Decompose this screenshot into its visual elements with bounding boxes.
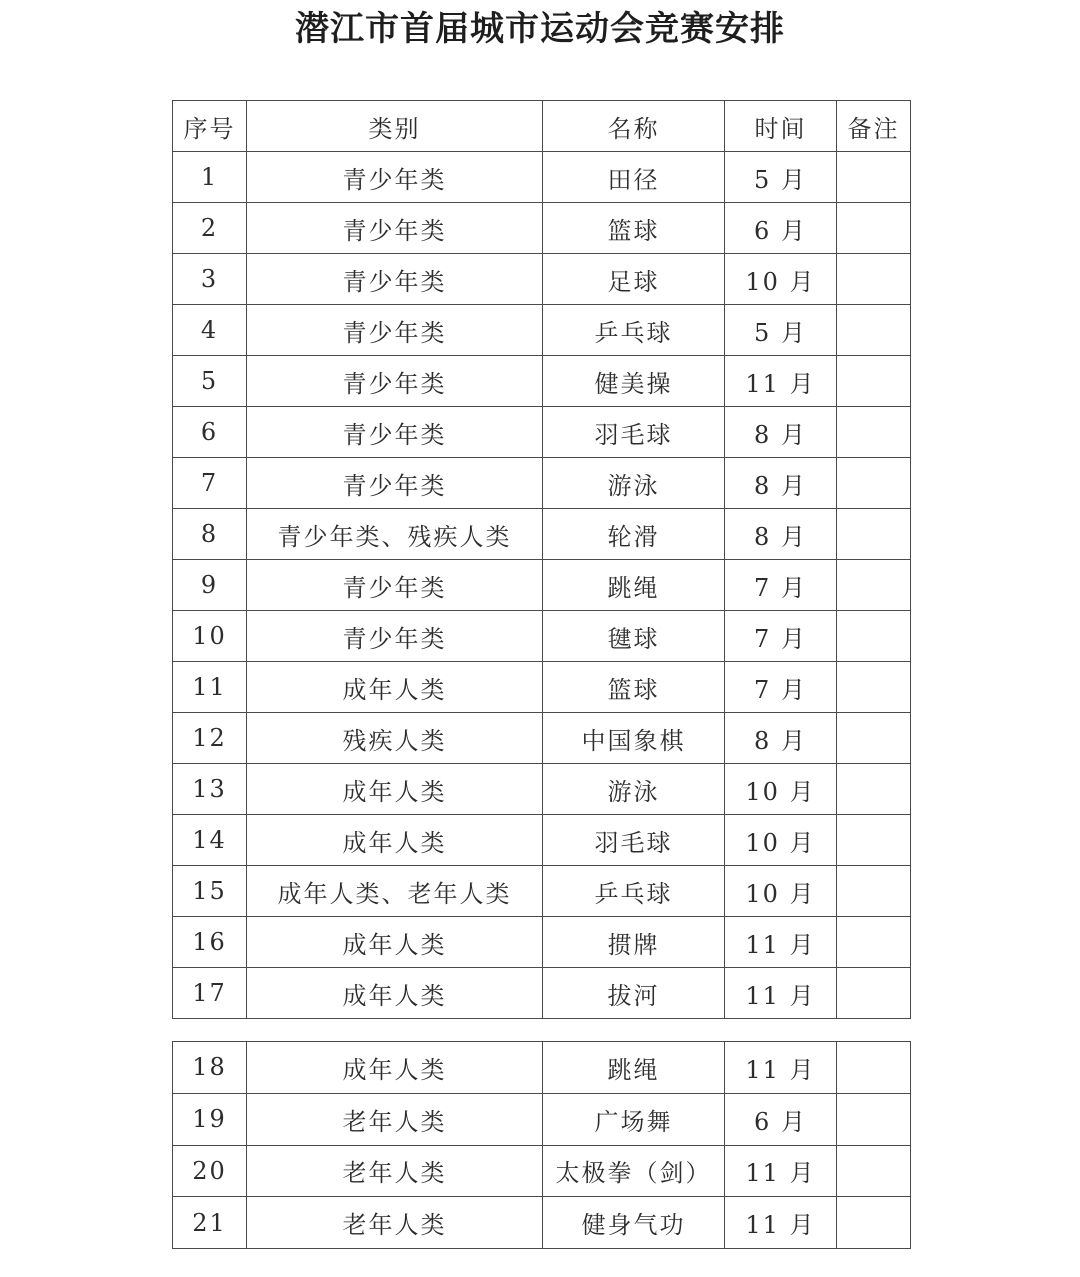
cell-time: 8 月 [725,713,837,764]
cell-name: 毽球 [543,611,725,662]
cell-category: 青少年类 [247,152,543,203]
cell-note [837,764,911,815]
schedule-table-page-1 [172,100,911,1019]
cell-note [837,662,911,713]
cell-category: 青少年类 [247,407,543,458]
cell-note [837,968,911,1019]
cell-note [837,560,911,611]
cell-time: 7 月 [725,560,837,611]
schedule-table-page-2 [172,1041,911,1249]
cell-note [837,1093,911,1145]
cell-note [837,815,911,866]
header-time: 时间 [725,101,837,152]
cell-name: 游泳 [543,764,725,815]
header-no: 序号 [173,101,247,152]
cell-name: 拔河 [543,968,725,1019]
cell-no: 5 [173,356,247,407]
cell-time: 6 月 [725,203,837,254]
cell-category: 成年人类、老年人类 [247,866,543,917]
cell-no: 3 [173,254,247,305]
cell-no: 17 [173,968,247,1019]
cell-category: 青少年类 [247,560,543,611]
cell-time: 11 月 [725,1197,837,1249]
cell-name: 轮滑 [543,509,725,560]
schedule-table-body [173,101,911,1019]
table-row [173,662,911,713]
cell-note [837,1145,911,1197]
cell-note [837,254,911,305]
cell-category: 青少年类 [247,356,543,407]
schedule-table-body-continued [173,1042,911,1249]
cell-time: 11 月 [725,356,837,407]
cell-category: 成年人类 [247,764,543,815]
cell-note [837,1042,911,1094]
cell-category: 青少年类、残疾人类 [247,509,543,560]
cell-no: 13 [173,764,247,815]
table-row [173,815,911,866]
cell-no: 19 [173,1093,247,1145]
cell-no: 12 [173,713,247,764]
cell-no: 7 [173,458,247,509]
cell-category: 青少年类 [247,203,543,254]
cell-note [837,713,911,764]
cell-category: 老年人类 [247,1145,543,1197]
header-category: 类别 [247,101,543,152]
cell-category: 成年人类 [247,917,543,968]
cell-name: 跳绳 [543,560,725,611]
cell-name: 太极拳（剑） [543,1145,725,1197]
cell-name: 篮球 [543,662,725,713]
table-row [173,407,911,458]
cell-note [837,917,911,968]
cell-no: 4 [173,305,247,356]
cell-no: 20 [173,1145,247,1197]
cell-no: 21 [173,1197,247,1249]
table-row [173,509,911,560]
table-row [173,764,911,815]
table-row [173,203,911,254]
cell-name: 乒乓球 [543,866,725,917]
table-row [173,305,911,356]
cell-time: 10 月 [725,764,837,815]
cell-no: 11 [173,662,247,713]
table-row [173,254,911,305]
cell-name: 乒乓球 [543,305,725,356]
cell-time: 5 月 [725,152,837,203]
table-row [173,1042,911,1094]
cell-category: 成年人类 [247,662,543,713]
table-row [173,968,911,1019]
header-name: 名称 [543,101,725,152]
table-row [173,1197,911,1249]
cell-category: 青少年类 [247,611,543,662]
cell-time: 7 月 [725,662,837,713]
cell-no: 15 [173,866,247,917]
cell-note [837,611,911,662]
cell-category: 残疾人类 [247,713,543,764]
cell-note [837,305,911,356]
table-row [173,356,911,407]
cell-name: 健身气功 [543,1197,725,1249]
cell-time: 8 月 [725,509,837,560]
cell-time: 10 月 [725,254,837,305]
cell-note [837,509,911,560]
cell-name: 田径 [543,152,725,203]
cell-time: 11 月 [725,1145,837,1197]
header-note: 备注 [837,101,911,152]
cell-time: 10 月 [725,866,837,917]
cell-name: 游泳 [543,458,725,509]
cell-name: 足球 [543,254,725,305]
cell-time: 6 月 [725,1093,837,1145]
cell-note [837,203,911,254]
page-title: 潜江市首届城市运动会竞赛安排 [295,9,785,49]
cell-note [837,866,911,917]
cell-note [837,407,911,458]
table-row [173,1145,911,1197]
cell-name: 跳绳 [543,1042,725,1094]
cell-time: 8 月 [725,458,837,509]
cell-name: 中国象棋 [543,713,725,764]
cell-no: 9 [173,560,247,611]
cell-name: 羽毛球 [543,815,725,866]
table-row [173,152,911,203]
cell-category: 老年人类 [247,1093,543,1145]
cell-no: 2 [173,203,247,254]
cell-note [837,458,911,509]
cell-category: 成年人类 [247,815,543,866]
table-row [173,611,911,662]
cell-no: 6 [173,407,247,458]
cell-time: 10 月 [725,815,837,866]
cell-category: 成年人类 [247,968,543,1019]
cell-note [837,356,911,407]
cell-no: 8 [173,509,247,560]
cell-time: 11 月 [725,917,837,968]
cell-name: 健美操 [543,356,725,407]
table-row [173,458,911,509]
cell-name: 掼牌 [543,917,725,968]
cell-category: 青少年类 [247,254,543,305]
table-header-row [173,101,911,152]
table-row [173,1093,911,1145]
cell-no: 10 [173,611,247,662]
table-row [173,866,911,917]
cell-name: 羽毛球 [543,407,725,458]
cell-name: 广场舞 [543,1093,725,1145]
cell-category: 成年人类 [247,1042,543,1094]
cell-category: 老年人类 [247,1197,543,1249]
cell-no: 1 [173,152,247,203]
cell-note [837,1197,911,1249]
table-row [173,713,911,764]
cell-time: 7 月 [725,611,837,662]
cell-time: 8 月 [725,407,837,458]
cell-time: 11 月 [725,1042,837,1094]
cell-time: 11 月 [725,968,837,1019]
table-row [173,917,911,968]
table-row [173,560,911,611]
cell-time: 5 月 [725,305,837,356]
cell-no: 16 [173,917,247,968]
cell-category: 青少年类 [247,458,543,509]
cell-note [837,152,911,203]
cell-no: 14 [173,815,247,866]
cell-category: 青少年类 [247,305,543,356]
cell-no: 18 [173,1042,247,1094]
cell-name: 篮球 [543,203,725,254]
